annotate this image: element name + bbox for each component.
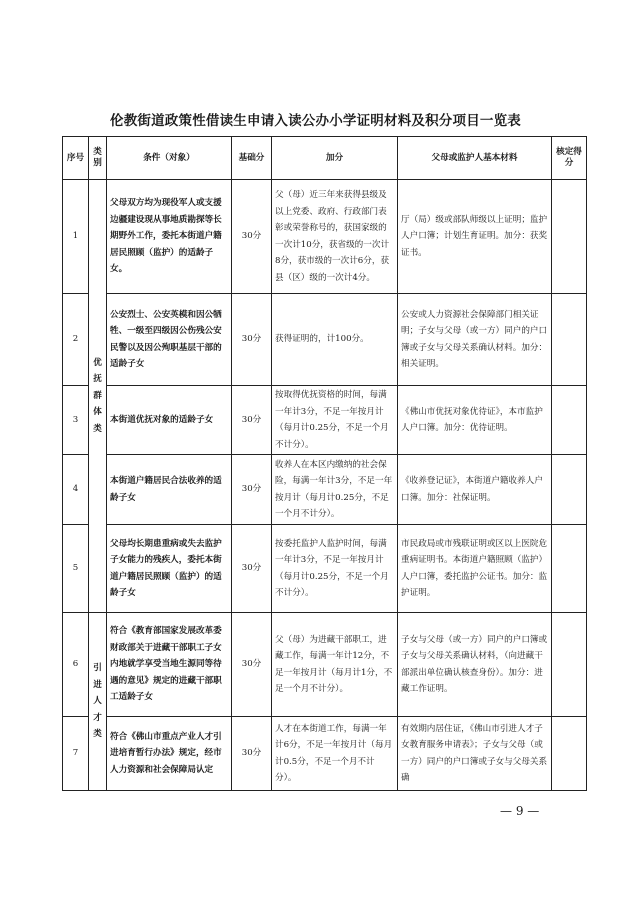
category-youfu: 优抚群体类 — [89, 180, 107, 613]
row-score — [552, 455, 587, 525]
row-docs: 《收养登记证》，本街道户籍收养人户口簿。加分：社保证明。 — [398, 455, 552, 525]
row-bonus: 父（母）为进藏干部职工，进藏工作，每满一年计12分，不足一年按月计（每月计1分，不足一个月不计分）。 — [272, 613, 398, 717]
row-docs: 有效期内居住证，《佛山市引进人才子女教育服务申请表》；子女与父母（或一方）同户的户口簿或子女与父母关系确 — [398, 717, 552, 791]
table-row — [63, 386, 587, 455]
row-condition: 父母均长期患重病或失去监护子女能力的残疾人，委托本街道户籍居民照顾（监护）的适龄子女 — [107, 525, 232, 613]
row-docs: 市民政局或市残联证明或区以上医院危重病证明书。本街道户籍照顾（监护）人户口簿，委托监护公证书。加分：监护证明。 — [398, 525, 552, 613]
table-row — [63, 180, 587, 294]
row-condition: 公安烈士、公安英模和因公牺牲、一级至四级因公伤残公安民警以及因公殉职基层干部的适龄子女 — [107, 294, 232, 386]
row-score — [552, 294, 587, 386]
row-docs: 公安或人力资源社会保障部门相关证明；子女与父母（或一方）同户的户口簿或子女与父母关系确认材料。加分：相关证明。 — [398, 294, 552, 386]
row-no: 2 — [63, 294, 89, 386]
row-base: 30分 — [232, 717, 272, 791]
row-no: 7 — [63, 717, 89, 791]
page-number: — 9 — — [500, 804, 540, 818]
table-row — [63, 525, 587, 613]
row-no: 4 — [63, 455, 89, 525]
row-score — [552, 613, 587, 717]
row-condition: 符合《教育部国家发展改革委财政部关于进藏干部职工子女内地就学享受当地生源同等待遇的意见》规定的进藏干部职工适龄子女 — [107, 613, 232, 717]
table-row — [63, 455, 587, 525]
row-bonus: 按委托监护人监护时间，每满一年计3分，不足一年按月计（每月计0.25分，不足一个月不计分）。 — [272, 525, 398, 613]
document-title: 伦教街道政策性借读生申请入读公办小学证明材料及积分项目一览表 — [110, 113, 521, 129]
row-bonus: 父（母）近三年来获得县级及以上党委、政府、行政部门表彰或荣誉称号的，获国家级的一次计10分，获省级的一次计8分，获市级的一次计6分，获县（区）级的一次计4分。 — [272, 180, 398, 294]
header-base: 基础分 — [232, 137, 272, 180]
header-bonus: 加分 — [272, 137, 398, 180]
header-no: 序号 — [63, 137, 89, 180]
row-base: 30分 — [232, 386, 272, 455]
row-no: 1 — [63, 180, 89, 294]
row-condition: 父母双方均为现役军人或支援边疆建设现从事地质勘探等长期野外工作，委托本街道户籍居民照顾（监护）的适龄子女。 — [107, 180, 232, 294]
row-condition: 本街道优抚对象的适龄子女 — [107, 386, 232, 455]
header-row — [63, 137, 587, 180]
row-score — [552, 525, 587, 613]
row-condition: 符合《佛山市重点产业人才引进培育暂行办法》规定，经市人力资源和社会保障局认定 — [107, 717, 232, 791]
row-bonus: 获得证明的，计100分。 — [272, 294, 398, 386]
row-base: 30分 — [232, 294, 272, 386]
row-bonus: 人才在本街道工作，每满一年计6分，不足一年按月计（每月计0.5分，不足一个月不计分）。 — [272, 717, 398, 791]
row-score — [552, 717, 587, 791]
row-base: 30分 — [232, 525, 272, 613]
table-row — [63, 613, 587, 717]
row-base: 30分 — [232, 613, 272, 717]
row-docs: 子女与父母（或一方）同户的户口簿或子女与父母关系确认材料，（向进藏干部派出单位确认核查身份）。加分：进藏工作证明。 — [398, 613, 552, 717]
row-bonus: 收养人在本区内缴纳的社会保险，每满一年计3分，不足一年按月计（每月计0.25分，不足一个月不计分）。 — [272, 455, 398, 525]
row-base: 30分 — [232, 455, 272, 525]
row-condition: 本街道户籍居民合法收养的适龄子女 — [107, 455, 232, 525]
row-score — [552, 180, 587, 294]
category-yinjin: 引进人才类 — [89, 613, 107, 791]
row-docs: 厅（局）级或部队师级以上证明；监护人户口簿；计划生育证明。加分：获奖证书。 — [398, 180, 552, 294]
row-no: 5 — [63, 525, 89, 613]
header-docs: 父母或监护人基本材料 — [398, 137, 552, 180]
header-category: 类别 — [89, 137, 107, 180]
row-no: 3 — [63, 386, 89, 455]
row-bonus: 按取得优抚资格的时间，每满一年计3分，不足一年按月计（每月计0.25分，不足一个月不计分）。 — [272, 386, 398, 455]
policy-table — [62, 136, 587, 791]
header-condition: 条件（对象） — [107, 137, 232, 180]
row-docs: 《佛山市优抚对象优待证》，本市监护人户口簿。加分：优待证明。 — [398, 386, 552, 455]
row-base: 30分 — [232, 180, 272, 294]
header-score: 核定得分 — [552, 137, 587, 180]
row-no: 6 — [63, 613, 89, 717]
row-score — [552, 386, 587, 455]
table-row — [63, 717, 587, 791]
table-row — [63, 294, 587, 386]
